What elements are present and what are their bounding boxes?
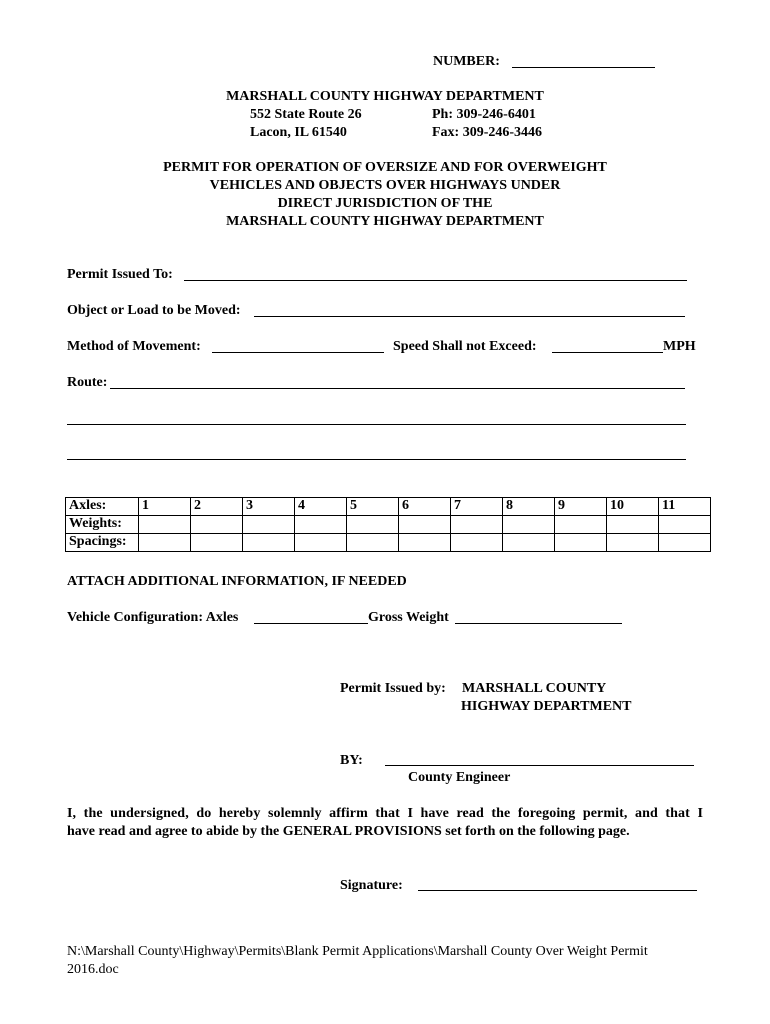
speed-field[interactable] [552, 352, 663, 353]
weight-cell[interactable] [399, 516, 451, 534]
weight-cell[interactable] [503, 516, 555, 534]
axles-label: Axles: [66, 498, 139, 516]
title-line1: PERMIT FOR OPERATION OF OVERSIZE AND FOR OVERWEIGHT [163, 160, 607, 175]
route-field-line2[interactable] [67, 424, 686, 425]
by-label: BY: [340, 753, 363, 768]
weight-cell[interactable] [191, 516, 243, 534]
spacing-cell[interactable] [503, 534, 555, 552]
axle-number: 2 [191, 498, 243, 516]
axles-row [66, 498, 711, 516]
weight-cell[interactable] [243, 516, 295, 534]
spacings-row [66, 534, 711, 552]
spacing-cell[interactable] [555, 534, 607, 552]
mph-label: MPH [663, 339, 696, 354]
spacing-cell[interactable] [191, 534, 243, 552]
axle-number: 7 [451, 498, 503, 516]
route-label: Route: [67, 375, 108, 390]
axle-number: 6 [399, 498, 451, 516]
axles-count-field[interactable] [254, 623, 368, 624]
weight-cell[interactable] [659, 516, 711, 534]
title-line4: MARSHALL COUNTY HIGHWAY DEPARTMENT [226, 214, 544, 229]
method-label: Method of Movement: [67, 339, 201, 354]
weights-row [66, 516, 711, 534]
spacing-cell[interactable] [399, 534, 451, 552]
gross-weight-label: Gross Weight [368, 610, 449, 625]
signature-field[interactable] [418, 890, 697, 891]
axles-table [65, 497, 711, 552]
address-line1: 552 State Route 26 [250, 107, 362, 122]
spacing-cell[interactable] [243, 534, 295, 552]
issued-by-line1: MARSHALL COUNTY [462, 681, 607, 696]
spacings-label: Spacings: [66, 534, 139, 552]
axle-number: 4 [295, 498, 347, 516]
address-line2: Lacon, IL 61540 [250, 125, 347, 140]
footer-file-path [67, 943, 717, 979]
weight-cell[interactable] [451, 516, 503, 534]
weights-label: Weights: [66, 516, 139, 534]
axle-number: 5 [347, 498, 399, 516]
number-label: NUMBER: [433, 54, 500, 69]
number-field[interactable] [512, 67, 655, 68]
dept-name: MARSHALL COUNTY HIGHWAY DEPARTMENT [226, 89, 544, 104]
spacing-cell[interactable] [347, 534, 399, 552]
weight-cell[interactable] [347, 516, 399, 534]
phone: Ph: 309-246-6401 [432, 107, 536, 122]
route-field-line3[interactable] [67, 459, 686, 460]
permit-issued-to-label: Permit Issued To: [67, 267, 173, 282]
county-engineer-label: County Engineer [408, 770, 511, 785]
axle-number: 9 [555, 498, 607, 516]
affirm-line2: have read and agree to abide by the GENERAL PROVISIONS set forth on the following page. [67, 824, 630, 839]
axle-number: 8 [503, 498, 555, 516]
axle-number: 3 [243, 498, 295, 516]
spacing-cell[interactable] [295, 534, 347, 552]
spacing-cell[interactable] [139, 534, 191, 552]
spacing-cell[interactable] [451, 534, 503, 552]
signature-label: Signature: [340, 878, 403, 893]
issued-by-label: Permit Issued by: [340, 681, 446, 696]
footer-filename: 2016.doc [67, 962, 119, 977]
spacing-cell[interactable] [659, 534, 711, 552]
axle-number: 1 [139, 498, 191, 516]
permit-issued-to-field[interactable] [184, 280, 687, 281]
weight-cell[interactable] [607, 516, 659, 534]
attach-note: ATTACH ADDITIONAL INFORMATION, IF NEEDED [67, 574, 407, 589]
gross-weight-field[interactable] [455, 623, 622, 624]
fax: Fax: 309-246-3446 [432, 125, 543, 140]
object-load-label: Object or Load to be Moved: [67, 303, 241, 318]
vehicle-config-label: Vehicle Configuration: Axles [67, 610, 239, 625]
axle-number: 10 [607, 498, 659, 516]
weight-cell[interactable] [295, 516, 347, 534]
title-line3: DIRECT JURISDICTION OF THE [277, 196, 493, 211]
method-field[interactable] [212, 352, 384, 353]
issued-by-line2: HIGHWAY DEPARTMENT [461, 699, 632, 714]
title-line2: VEHICLES AND OBJECTS OVER HIGHWAYS UNDER [209, 178, 561, 193]
speed-label: Speed Shall not Exceed: [393, 339, 537, 354]
weight-cell[interactable] [139, 516, 191, 534]
footer-path: N:\Marshall County\Highway\Permits\Blank Permit Applications\Marshall County Over Weight Permit [67, 944, 648, 959]
axle-number: 11 [659, 498, 711, 516]
route-field-line1[interactable] [110, 388, 685, 389]
object-load-field[interactable] [254, 316, 685, 317]
by-signature-field[interactable] [385, 765, 694, 766]
affirm-line1: I, the undersigned, do hereby solemnly affirm that I have read the foregoing permit, and that I [67, 806, 703, 821]
weight-cell[interactable] [555, 516, 607, 534]
spacing-cell[interactable] [607, 534, 659, 552]
